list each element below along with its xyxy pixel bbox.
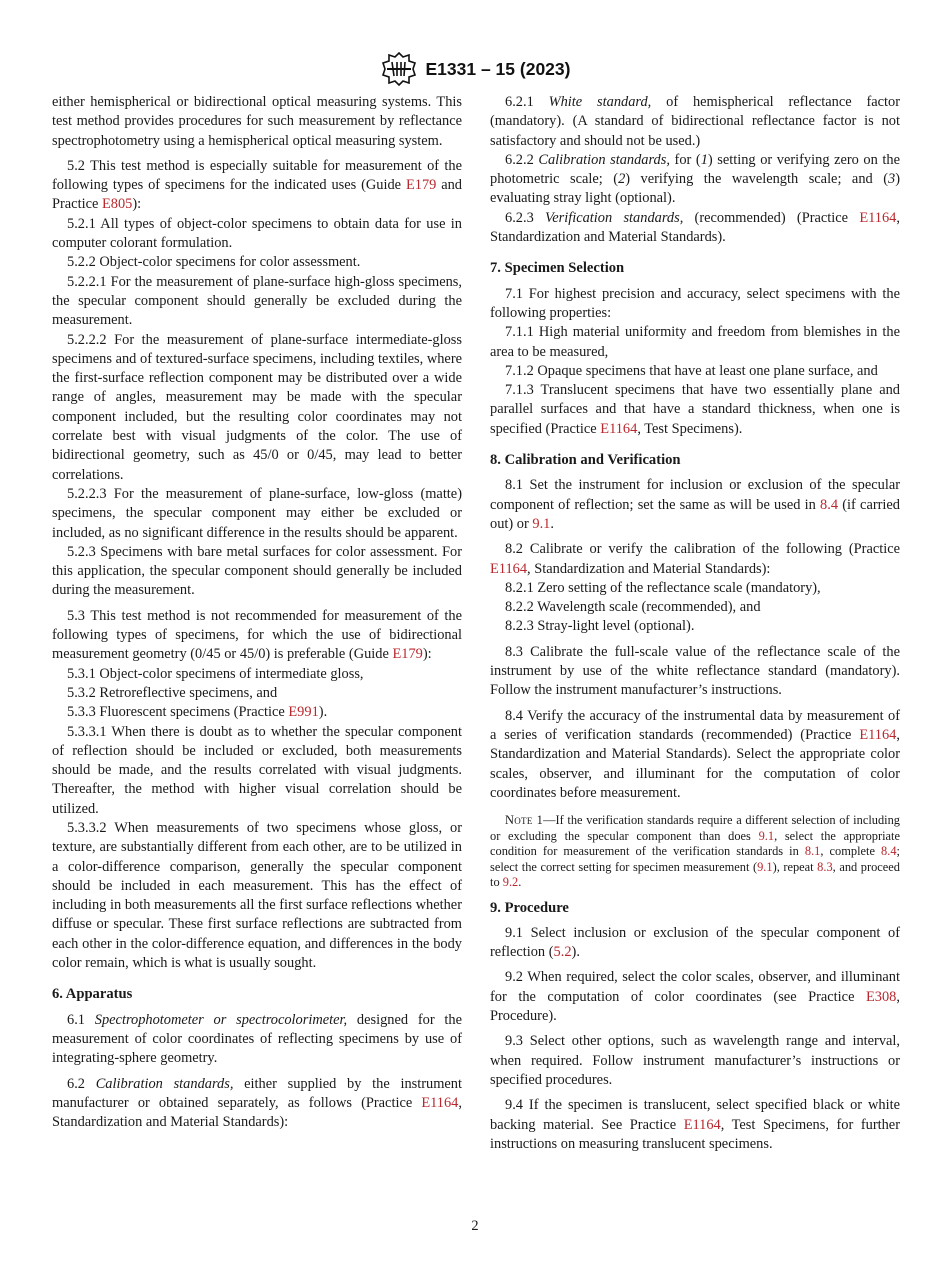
section-7-1-2: 7.1.2 Opaque specimens that have at least one plane surface, and [505, 362, 878, 379]
ref-8-4-link[interactable]: 8.4 [820, 496, 839, 513]
section-8-1: 8.1 Set the instrument for inclusion or exclusion of the specular component of reflection; set the same as will be used in 8.4 (if carried out) or 9.1. [490, 477, 900, 532]
section-5-3-3-2: 5.3.3.2 When measurements of two specimens whose gloss, or texture, are substantially different from each other, are to be utilized in a color-difference comparison, generally the specular component should be included in each measurement. This has the effect of including in both measurements all the first surface reflections whether diffuse or specular. These first surface reflections are subtracted from each other in the color-difference equation, and differences in the body color remain, which is what is usually sought. [52, 819, 462, 972]
note-1: Note 1—If the verification standards require a different selection of including or excluding the specular component than does 9.1, select the appropriate condition for measurement of the verification standards in 8.1, complete 8.4; select the correct setting for specimen measurement (9.1), repeat 8.3, and proceed to 9.2. [490, 813, 900, 890]
section-6-2-3: 6.2.3 Verification standards, (recommended) (Practice E1164, Standardization and Material Standards). [490, 209, 900, 246]
ref-8-4-link[interactable]: 8.4 [881, 844, 897, 859]
right-column [490, 93, 900, 1154]
section-5-2-2-1: 5.2.2.1 For the measurement of plane-surface high-gloss specimens, the specular component should generally be excluded during the measurement. [52, 273, 462, 329]
section-6-2: 6.2 Calibration standards, either supplied by the instrument manufacturer or obtained separately, as follows (Practice E1164, Standardization and Material Standards): [52, 1075, 462, 1131]
section-5-3-3: 5.3.3 Fluorescent specimens (Practice E991). [67, 704, 328, 721]
section-9-1: 9.1 Select inclusion or exclusion of the specular component of reflection (5.2). [490, 924, 900, 961]
section-5-3-2: 5.3.2 Retroreflective specimens, and [67, 684, 278, 701]
section-5-3-1: 5.3.1 Object-color specimens of intermediate gloss, [67, 665, 364, 682]
section-8-2: 8.2 Calibrate or verify the calibration of the following (Practice E1164, Standardization and Material Standards): [490, 541, 900, 577]
heading-calibration: 8. Calibration and Verification [490, 452, 681, 469]
section-9-4: 9.4 If the specimen is translucent, select specified black or white backing material. See Practice E1164, Test Specimens, for further instructions on measuring translucent specimens. [490, 1097, 900, 1152]
section-9-2: 9.2 When required, select the color scales, observer, and illuminant for the computation of color coordinates (see Practice E308, Procedure). [490, 969, 900, 1025]
section-5-2-1: 5.2.1 All types of object-color specimens to obtain data for use in computer colorant formulation. [52, 215, 462, 252]
ref-e805-link[interactable]: E805 [101, 196, 133, 213]
ref-9-1-link[interactable]: 9.1 [758, 828, 775, 843]
section-5-2-2: 5.2.2 Object-color specimens for color assessment. [67, 254, 361, 271]
ref-e1164-link[interactable]: E1164 [490, 560, 528, 577]
heading-apparatus: 6. Apparatus [52, 986, 133, 1003]
ref-e991-link[interactable]: E991 [288, 704, 319, 721]
section-8-4: 8.4 Verify the accuracy of the instrumental data by measurement of a series of verification standards (recommended) (Practice E1164, Standardization and Material Standards). Select the appropriate color scales, observer, and illuminant for the computation of color coordinates before measurement. [490, 707, 900, 801]
ref-e1164-link[interactable]: E1164 [600, 420, 638, 437]
section-7-1: 7.1 For highest precision and accuracy, select specimens with the following properties: [490, 285, 900, 321]
section-7-1-1: 7.1.1 High material uniformity and freedom from blemishes in the area to be measured, [490, 324, 900, 360]
section-8-2-3: 8.2.3 Stray-light level (optional). [505, 618, 695, 635]
left-column [52, 93, 462, 1132]
section-6-2-2: 6.2.2 Calibration standards, for (1) setting or verifying zero on the photometric scale; (2) verifying the wavelength scale; and (3) evaluating stray light (optional). [490, 151, 900, 207]
ref-8-1-link[interactable]: 8.1 [804, 844, 821, 859]
ref-e179-link[interactable]: E179 [392, 646, 423, 663]
intro-paragraph: either hemispherical or bidirectional optical measuring systems. This test method provides procedures for such measurement by reflectance spectrophotometry using a hemispherical optical measuring system. [52, 94, 462, 149]
ref-9-1-link[interactable]: 9.1 [532, 515, 551, 532]
section-9-3: 9.3 Select other options, such as wavelength range and interval, when required. Follow instrument manufacturer’s instructions or specified procedures. [490, 1033, 900, 1088]
ref-5-2-link[interactable]: 5.2 [553, 944, 572, 961]
ref-e179-link[interactable]: E179 [405, 177, 437, 194]
ref-e308-link[interactable]: E308 [866, 988, 897, 1005]
ref-e1164-link[interactable]: E1164 [421, 1094, 459, 1111]
document-id: E1331 – 15 (2023) [425, 58, 571, 79]
ref-9-2-link[interactable]: 9.2 [502, 875, 519, 890]
section-7-1-3: 7.1.3 Translucent specimens that have two essentially plane and parallel surfaces and that have a standard thickness, when one is specified (Practice E1164, Test Specimens). [490, 382, 900, 437]
section-6-2-1: 6.2.1 White standard, of hemispherical reflectance factor (mandatory). (A standard of bidirectional reflectance factor is not satisfactory and should not be used.) [490, 94, 900, 149]
page-number: 2 [471, 1218, 479, 1234]
ref-e1164-link[interactable]: E1164 [859, 209, 897, 226]
heading-procedure: 9. Procedure [490, 899, 569, 916]
ref-9-1-link[interactable]: 9.1 [757, 859, 773, 874]
astm-logo-icon [380, 52, 418, 86]
section-5-3-3-1: 5.3.3.1 When there is doubt as to whether the specular component of reflection should be included or excluded, both measurements should be made, and the results correlated with visual judgments. Thereafter, the method with higher visual correlation should be utilized. [52, 723, 462, 817]
section-6-1: 6.1 Spectrophotometer or spectrocolorimeter, designed for the measurement of color coordinates of reflecting specimens by use of integrating-sphere geometry. [52, 1011, 462, 1067]
page-header [0, 52, 950, 86]
section-8-3: 8.3 Calibrate the full-scale value of the reflectance scale of the instrument by use of the white reflectance standard (mandatory). Follow the instrument manufacturer’s instructions. [490, 643, 900, 699]
heading-specimen-selection: 7. Specimen Selection [490, 260, 625, 277]
ref-e1164-link[interactable]: E1164 [683, 1116, 721, 1133]
section-8-2-1: 8.2.1 Zero setting of the reflectance scale (mandatory), [505, 579, 821, 596]
ref-8-3-link[interactable]: 8.3 [817, 859, 833, 874]
section-5-2-2-3: 5.2.2.3 For the measurement of plane-surface, low-gloss (matte) specimens, the specular component may either be excluded or included, as no significant difference in the results should be apparent. [52, 485, 462, 541]
section-8-2-2: 8.2.2 Wavelength scale (recommended), and [505, 599, 761, 616]
section-5-2: 5.2 This test method is especially suitable for measurement of the following types of specimens for the indicated uses (Guide E179 and Practice E805): [52, 157, 462, 213]
section-5-3: 5.3 This test method is not recommended for measurement of the following types of specimens, for which the use of bidirectional measurement geometry (0/45 or 45/0) is preferable (Guide E179): [52, 607, 462, 663]
ref-e1164-link[interactable]: E1164 [859, 726, 897, 743]
section-5-2-2-2: 5.2.2.2 For the measurement of plane-surface intermediate-gloss specimens and of textured-surface specimens, including textiles, where the first-surface reflection component may be distributed over a wide range of angles, measurement may be made with the specular component included, but the resulting color coordinates may not correlate best with visual judgments of the color. The use of bidirectional geometry, such as 45/0 or 0/45, may lead to better correlations. [52, 331, 462, 483]
section-5-2-3: 5.2.3 Specimens with bare metal surfaces for color assessment. For this application, the specular component should generally be included during the measurement. [52, 543, 462, 599]
